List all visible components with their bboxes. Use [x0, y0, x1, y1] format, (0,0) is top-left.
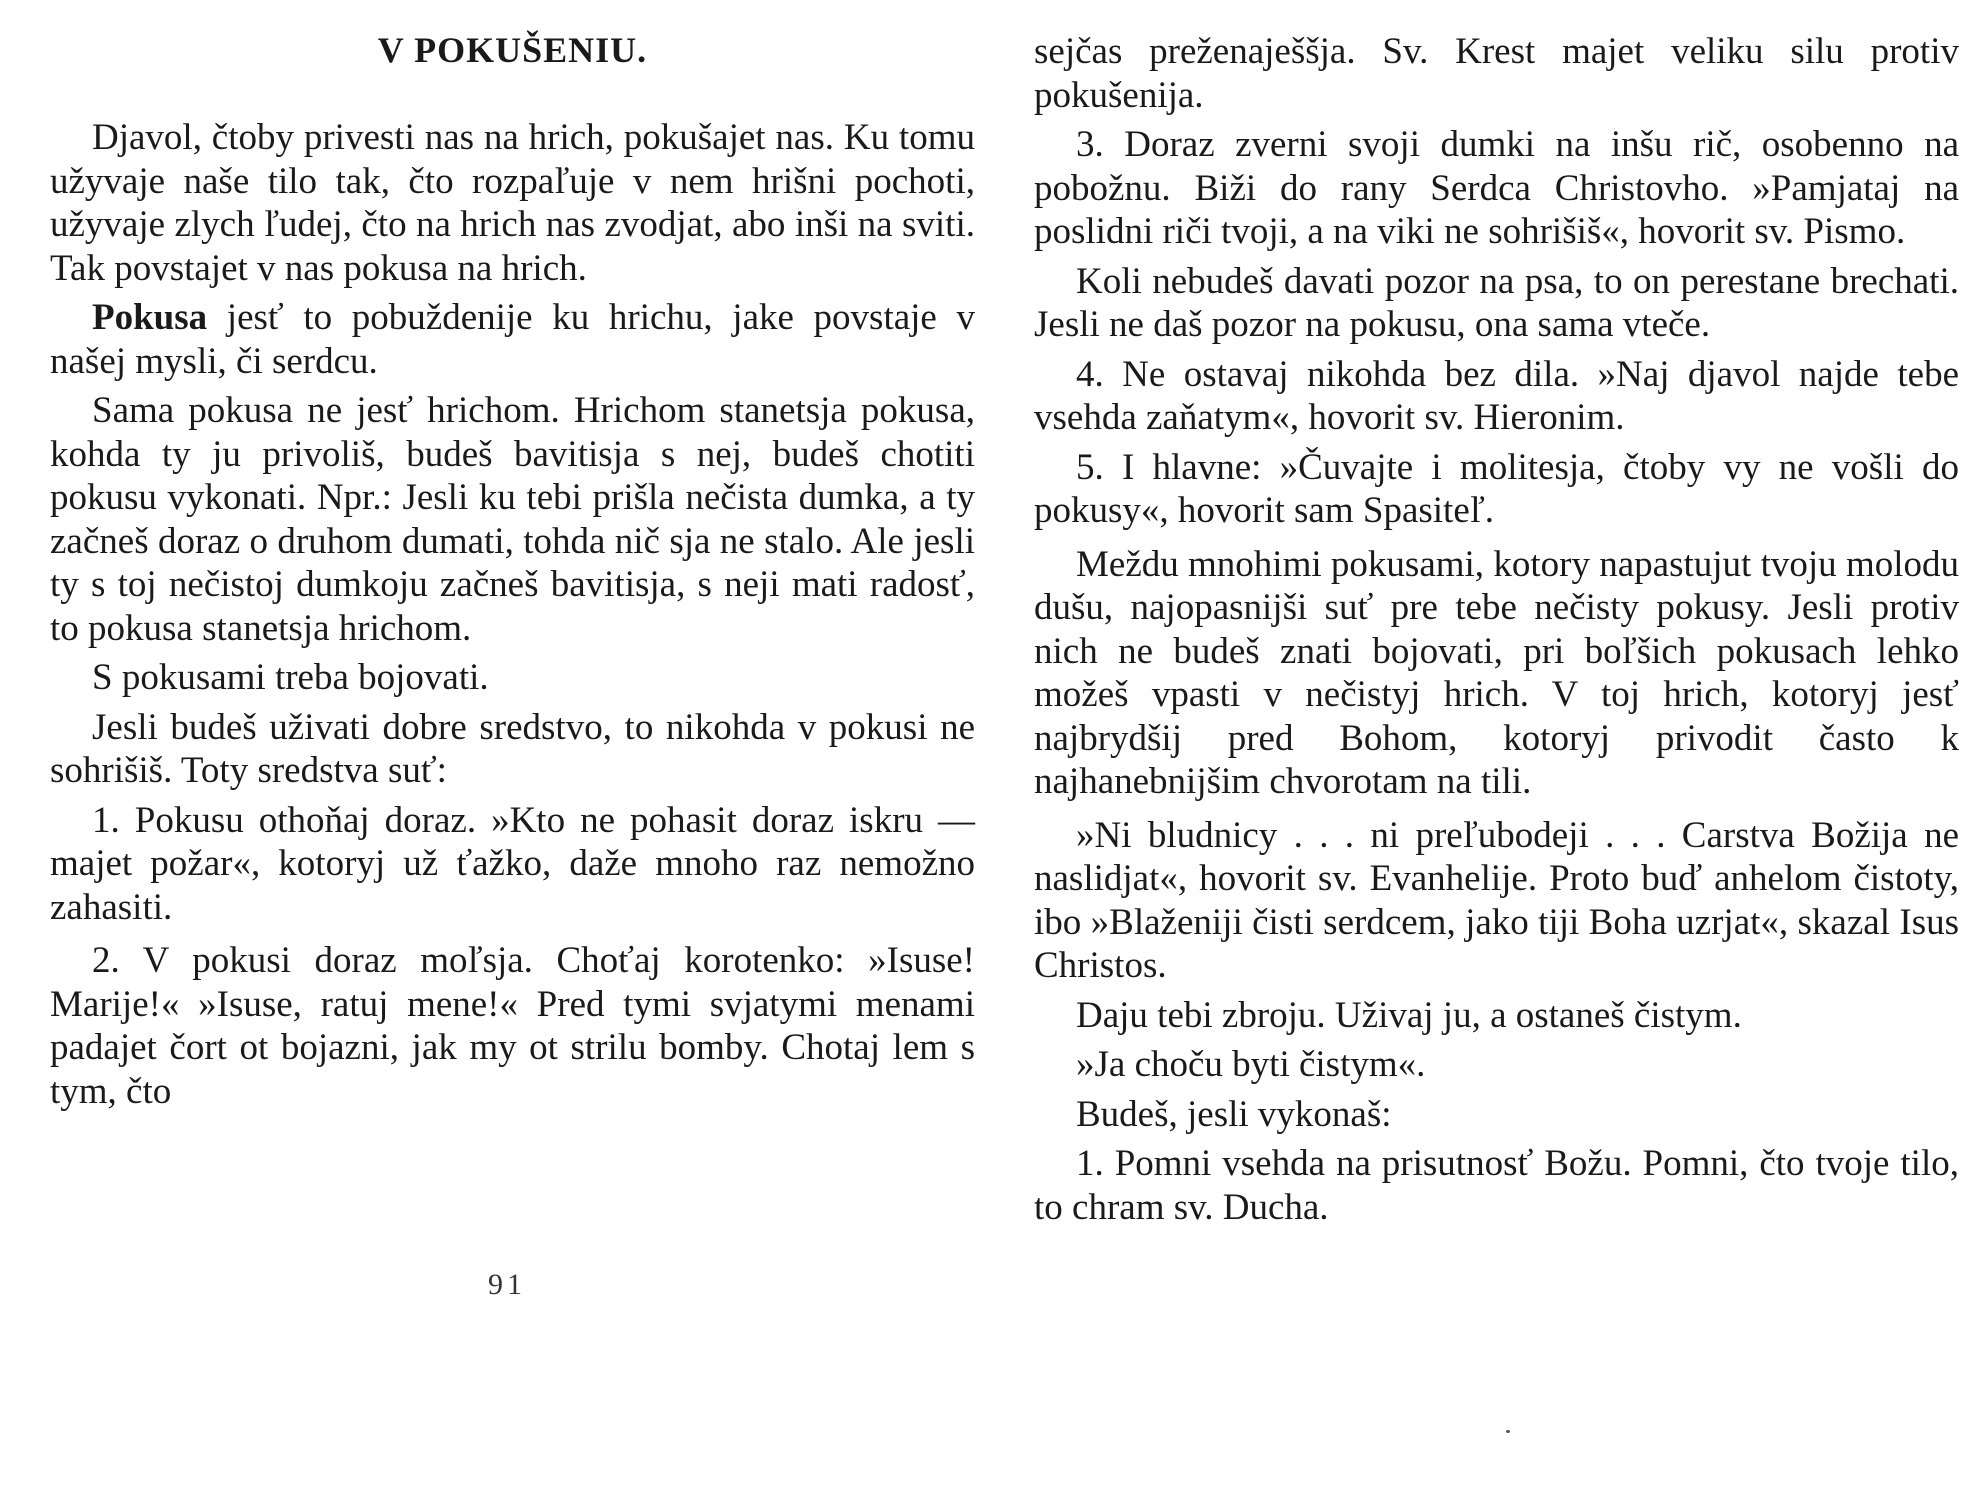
- page-number: 91: [488, 1268, 526, 1301]
- left-page: [50, 28, 975, 1119]
- paragraph: Meždu mnohimi pokusami, kotory napastujut tvoju molodu dušu, najopasnijši suť pre tebe nečisty pokusy. Jesli protiv nich ne budeš znati bojovati, pri boľšich pokusach lehko možeš vpasti v nečistyj hrich. V toj hrich, kotoryj jesť najbrydšij pred Bohom, kotoryj privodit často k najhanebnijšim chvorotam na tili.: [1034, 543, 1959, 802]
- paragraph: Jesli budeš uživati dobre sredstvo, to nikohda v pokusi ne sohrišiš. Toty sredstva suť:: [50, 706, 975, 791]
- paragraph-continuation: sejčas preženaješšja. Sv. Krest majet veliku silu protiv pokušenija.: [1034, 31, 1959, 116]
- paragraph: Djavol, čtoby privesti nas na hrich, pokušajet nas. Ku tomu užyvaje naše tilo tak, čto rozpaľuje v nem hrišni pochoti, užyvaje zlych ľudej, čto na hrich nas zvodjat, abo inši na sviti. Tak povstajet v nas pokusa na hrich.: [50, 117, 975, 289]
- paragraph-quote: »Ni bludnicy . . . ni preľubodeji . . . Carstva Božija ne naslidjat«, hovorit sv. Evanhelije. Proto buď anhelom čistoty, ibo »Blaženiji čisti serdcem, jako tiji Boha uzrjat«, skazal Isus Christos.: [1034, 814, 1959, 986]
- paragraph: S pokusami treba bojovati.: [92, 657, 489, 698]
- list-item: 4. Ne ostavaj nikohda bez dila. »Naj djavol najde tebe vsehda zaňatym«, hovorit sv. Hieronim.: [1034, 353, 1959, 438]
- paragraph: Sama pokusa ne jesť hrichom. Hrichom stanetsja pokusa, kohda ty ju privoliš, budeš bavitisja s nej, budeš chotiti pokusu vykonati. Npr.: Jesli ku tebi prišla nečista dumka, a ty začneš doraz o druhom dumati, tohda nič sja ne stalo. Ale jesli ty s toj nečistoj dumkoju začneš bavitisja, s neji mati radosť, to pokusa stanetsja hrichom.: [50, 390, 975, 649]
- paragraph: Daju tebi zbroju. Uživaj ju, a ostaneš čistym.: [1076, 994, 1742, 1036]
- paragraph: Budeš, jesli vykonaš:: [1076, 1093, 1392, 1135]
- paragraph: Koli nebudeš davati pozor na psa, to on perestane brechati. Jesli ne daš pozor na pokusu, ona sama vteče.: [1034, 260, 1959, 345]
- paragraph-definition: [50, 296, 975, 383]
- list-item: 1. Pokusu othoňaj doraz. »Kto ne pohasit doraz iskru — majet požar«, kotoryj už ťažko, daže mnoho raz nemožno zahasiti.: [50, 799, 975, 928]
- list-item: 3. Doraz zverni svoji dumki na inšu rič, osobenno na pobožnu. Biži do rany Serdca Christovho. »Pamjataj na poslidni riči tvoji, a na viki ne sohrišiš«, hovorit sv. Pismo.: [1034, 124, 1959, 252]
- list-item: 1. Pomni vsehda na prisutnosť Božu. Pomni, čto tvoje tilo, to chram sv. Ducha.: [1034, 1143, 1959, 1228]
- term-bold: Pokusa: [92, 297, 208, 338]
- right-page: [1034, 30, 1959, 1235]
- print-speck: [1506, 1430, 1510, 1433]
- chapter-title: V POKUŠENIU.: [377, 30, 648, 70]
- paragraph: »Ja choču byti čistym«.: [1076, 1044, 1426, 1085]
- definition-text: jesť to pobuždenije ku hrichu, jake povstaje v našej mysli, či serdcu.: [50, 297, 975, 382]
- list-item: 2. V pokusi doraz moľsja. Choťaj korotenko: »Isuse! Marije!« »Isuse, ratuj mene!« Pred tymi svjatymi menami padajet čort ot bojazni, jak my ot strilu bomby. Chotaj lem s tym, čto: [50, 940, 975, 1112]
- list-item: 5. I hlavne: »Čuvajte i molitesja, čtoby vy ne vošli do pokusy«, hovorit sam Spasiteľ.: [1034, 446, 1959, 531]
